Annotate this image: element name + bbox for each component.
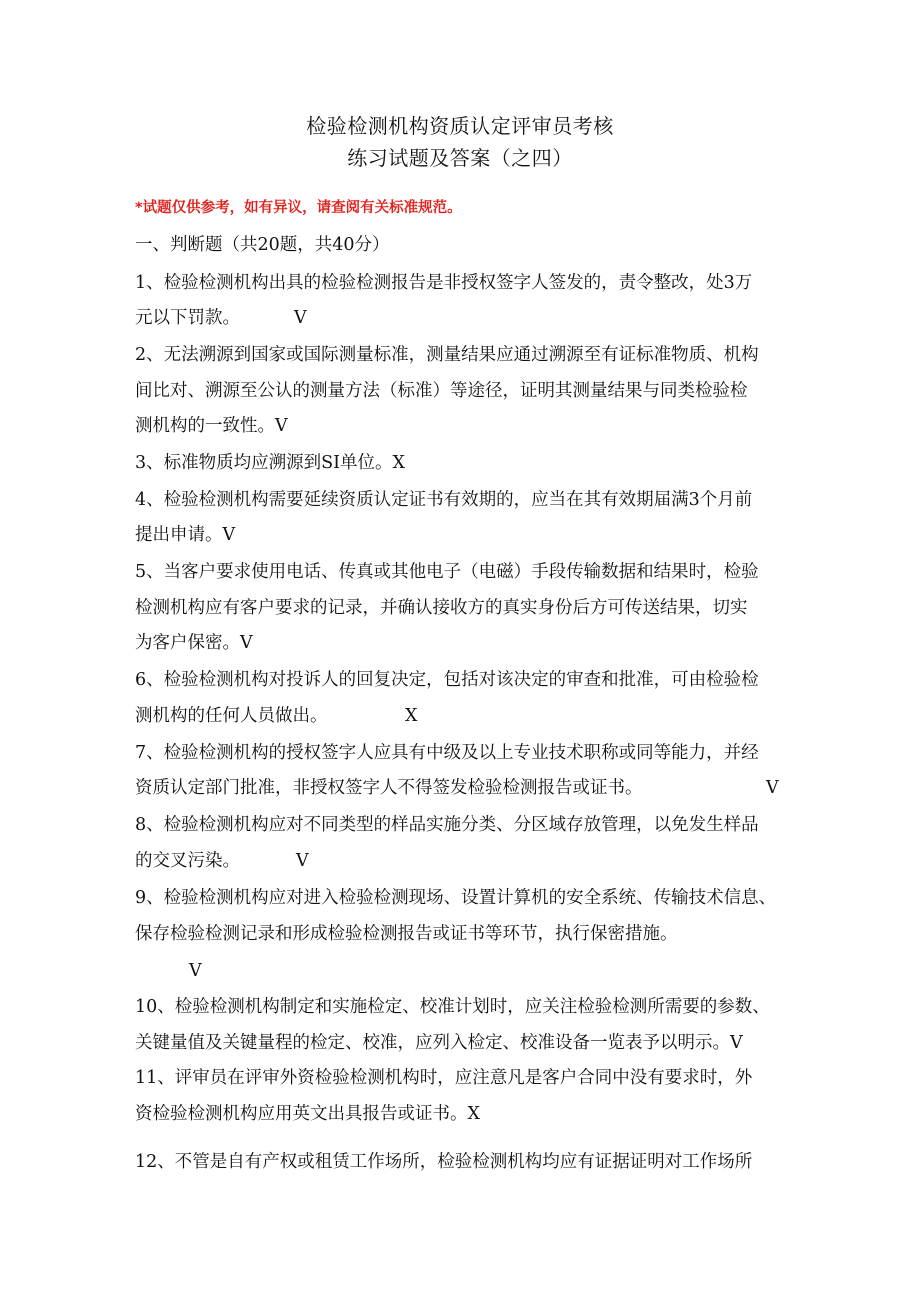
question-7-answer: V [766,778,779,798]
question-8-answer: V [296,851,309,871]
question-8-line-2: 的交叉污染。 [135,851,240,871]
question-9-answer: V [189,961,202,981]
question-1-line-1: 1、检验检测机构出具的检验检测报告是非授权签字人签发的，责令整改，处3万 [135,273,753,293]
question-5-line-3: 为客户保密。V [135,633,253,653]
question-1-line-2: 元以下罚款。 [135,308,240,328]
question-2-line-1: 2、无法溯源到国家或国际测量标准，测量结果应通过溯源至有证标准物质、机构 [135,345,759,365]
question-2-line-2: 间比对、溯源至公认的测量方法（标准）等途径，证明其测量结果与同类检验检 [135,381,748,401]
question-4-line-2: 提出申请。V [135,525,236,545]
question-10-line-2: 关键量值及关键量程的检定、校准，应列入检定、校准设备一览表予以明示。V [135,1033,743,1053]
question-6-answer: X [405,706,418,726]
document-title: 检验检测机构资质认定评审员考核 [306,114,614,138]
disclaimer-note: *试题仅供参考，如有异议，请查阅有关标准规范。 [135,200,462,216]
section-heading: 一、判断题（共20题，共40分） [135,235,390,255]
question-9-line-2: 保存检验检测记录和形成检验检测报告或证书等环节，执行保密措施。 [135,924,678,944]
question-7-line-1: 7、检验检测机构的授权签字人应具有中级及以上专业技术职称或同等能力，并经 [135,743,759,763]
question-6-line-1: 6、检验检测机构对投诉人的回复决定，包括对该决定的审查和批准，可由检验检 [135,670,759,690]
question-3-line-1: 3、标准物质均应溯源到SI单位。X [135,453,405,473]
question-10-line-1: 10、检验检测机构制定和实施检定、校准计划时，应关注检验检测所需要的参数、 [135,997,770,1017]
question-11-line-1: 11、评审员在评审外资检验检测机构时，应注意凡是客户合同中没有要求时，外 [135,1068,753,1088]
question-7-line-2: 资质认定部门批准，非授权签字人不得签发检验检测报告或证书。 [135,778,643,798]
question-11-line-2: 资检验检测机构应用英文出具报告或证书。X [135,1104,480,1124]
document-subtitle: 练习试题及答案（之四） [347,146,573,170]
question-2-line-3: 测机构的一致性。V [135,416,288,436]
question-4-line-1: 4、检验检测机构需要延续资质认定证书有效期的，应当在其有效期届满3个月前 [135,490,753,510]
question-5-line-2: 检测机构应有客户要求的记录，并确认接收方的真实身份后方可传送结果，切实 [135,598,748,618]
question-8-line-1: 8、检验检测机构应对不同类型的样品实施分类、分区域存放管理，以免发生样品 [135,815,759,835]
question-5-line-1: 5、当客户要求使用电话、传真或其他电子（电磁）手段传输数据和结果时，检验 [135,562,759,582]
question-12-line-1: 12、不管是自有产权或租赁工作场所，检验检测机构均应有证据证明对工作场所 [135,1152,753,1172]
question-6-line-2: 测机构的任何人员做出。 [135,706,328,726]
question-1-answer: V [294,308,307,328]
question-9-line-1: 9、检验检测机构应对进入检验检测现场、设置计算机的安全系统、传输技术信息、 [135,888,777,908]
